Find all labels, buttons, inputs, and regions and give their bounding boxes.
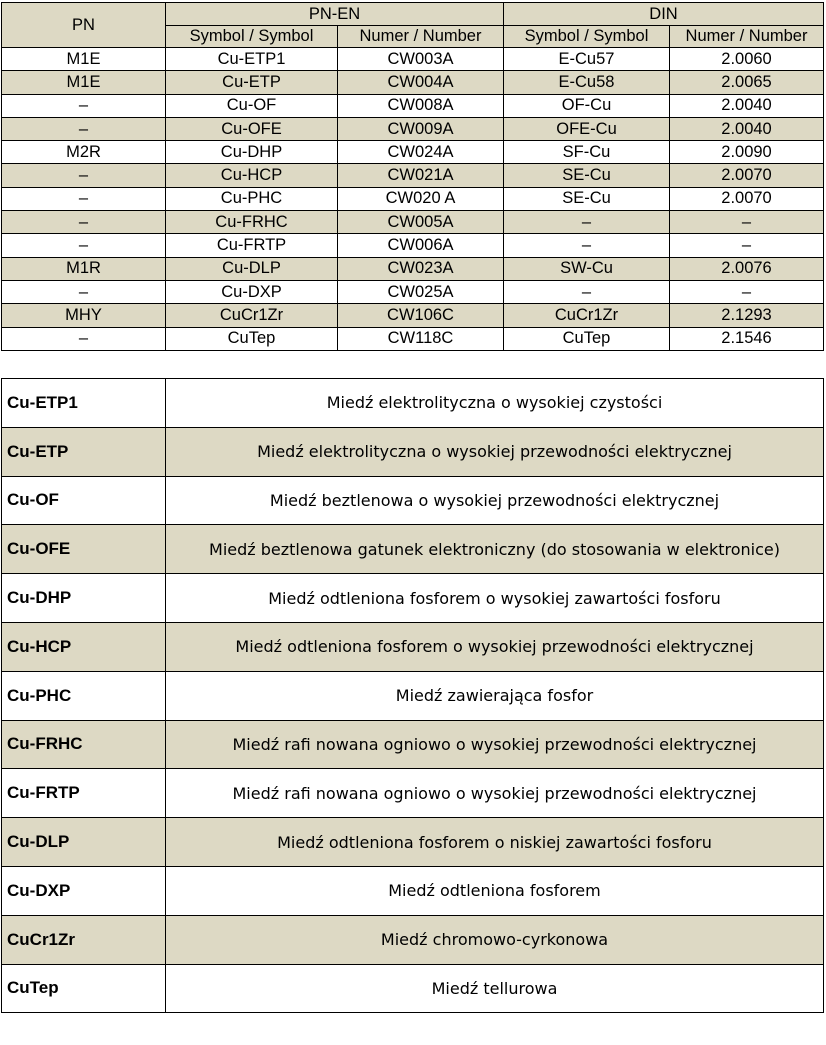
- cell-symbol: Cu-OFE: [166, 117, 338, 140]
- header-din-symbol: Symbol / Symbol: [504, 26, 670, 48]
- cell-number: CW009A: [338, 117, 504, 140]
- cell-pn: M1E: [2, 48, 166, 71]
- cell-number: CW023A: [338, 257, 504, 280]
- table-row: [2, 48, 824, 71]
- cell-pn: MHY: [2, 304, 166, 327]
- cell-symbol: Cu-DHP: [166, 141, 338, 164]
- table-row: [2, 964, 824, 1013]
- cell-din-number: 2.0060: [670, 48, 824, 71]
- table-row: [2, 141, 824, 164]
- cell-din-symbol: SF-Cu: [504, 141, 670, 164]
- cell-pn: M2R: [2, 141, 166, 164]
- cell-symbol: Cu-PHC: [166, 187, 338, 210]
- cell-symbol: Cu-DXP: [166, 280, 338, 303]
- table-row: [2, 525, 824, 574]
- cell-din-number: 2.0065: [670, 71, 824, 94]
- cell-number: CW008A: [338, 94, 504, 117]
- table-row: [2, 866, 824, 915]
- grade-symbol: Cu-DHP: [2, 574, 166, 623]
- table-row: [2, 915, 824, 964]
- cell-symbol: Cu-FRHC: [166, 211, 338, 234]
- cell-din-symbol: E-Cu57: [504, 48, 670, 71]
- cell-symbol: Cu-DLP: [166, 257, 338, 280]
- cell-number: CW003A: [338, 48, 504, 71]
- header-pn-en-symbol: Symbol / Symbol: [166, 26, 338, 48]
- grade-description: Miedź beztlenowa o wysokiej przewodności elektrycznej: [166, 476, 824, 525]
- table-row: [2, 476, 824, 525]
- cell-din-number: 2.0090: [670, 141, 824, 164]
- table-row: [2, 164, 824, 187]
- cell-symbol: Cu-ETP1: [166, 48, 338, 71]
- grade-symbol: Cu-OF: [2, 476, 166, 525]
- table-row: [2, 211, 824, 234]
- cell-din-symbol: SE-Cu: [504, 187, 670, 210]
- grade-description: Miedź rafi nowana ogniowo o wysokiej przewodności elektrycznej: [166, 720, 824, 769]
- cell-din-symbol: SE-Cu: [504, 164, 670, 187]
- cell-din-number: 2.1546: [670, 327, 824, 350]
- grade-symbol: CuCr1Zr: [2, 915, 166, 964]
- cell-number: CW005A: [338, 211, 504, 234]
- cell-din-number: 2.0070: [670, 187, 824, 210]
- cell-pn: –: [2, 94, 166, 117]
- cell-din-number: 2.1293: [670, 304, 824, 327]
- cell-pn: –: [2, 327, 166, 350]
- grade-symbol: Cu-DLP: [2, 818, 166, 867]
- table-row: [2, 187, 824, 210]
- grade-description: Miedź odtleniona fosforem: [166, 866, 824, 915]
- cell-number: CW021A: [338, 164, 504, 187]
- cell-din-symbol: CuTep: [504, 327, 670, 350]
- header-din: DIN: [504, 3, 824, 26]
- cell-din-number: –: [670, 280, 824, 303]
- cell-number: CW118C: [338, 327, 504, 350]
- header-pn-en-number: Numer / Number: [338, 26, 504, 48]
- cell-symbol: Cu-ETP: [166, 71, 338, 94]
- table-row: [2, 280, 824, 303]
- cell-number: CW004A: [338, 71, 504, 94]
- grade-symbol: Cu-OFE: [2, 525, 166, 574]
- table-row: [2, 379, 824, 428]
- table-row: [2, 234, 824, 257]
- grade-symbol: Cu-FRHC: [2, 720, 166, 769]
- grade-description: Miedź elektrolityczna o wysokiej przewodności elektrycznej: [166, 427, 824, 476]
- cell-din-symbol: SW-Cu: [504, 257, 670, 280]
- grade-description: Miedź chromowo-cyrkonowa: [166, 915, 824, 964]
- table-row: [2, 94, 824, 117]
- cell-din-number: 2.0040: [670, 94, 824, 117]
- header-pn-en: PN-EN: [166, 3, 504, 26]
- cell-pn: –: [2, 187, 166, 210]
- cell-din-number: 2.0070: [670, 164, 824, 187]
- table-row: [2, 257, 824, 280]
- table-row: [2, 574, 824, 623]
- cell-pn: –: [2, 117, 166, 140]
- cell-number: CW020 A: [338, 187, 504, 210]
- cell-din-symbol: –: [504, 280, 670, 303]
- grade-symbol: Cu-PHC: [2, 671, 166, 720]
- cell-number: CW025A: [338, 280, 504, 303]
- cell-din-number: –: [670, 211, 824, 234]
- grade-symbol: Cu-ETP: [2, 427, 166, 476]
- header-din-number: Numer / Number: [670, 26, 824, 48]
- table-row: [2, 71, 824, 94]
- cell-pn: –: [2, 280, 166, 303]
- grade-symbol: Cu-DXP: [2, 866, 166, 915]
- cell-number: CW106C: [338, 304, 504, 327]
- table-row: [2, 671, 824, 720]
- table-row: [2, 769, 824, 818]
- grade-description: Miedź odtleniona fosforem o wysokiej zawartości fosforu: [166, 574, 824, 623]
- grade-description: Miedź odtleniona fosforem o wysokiej przewodności elektrycznej: [166, 622, 824, 671]
- cell-symbol: Cu-HCP: [166, 164, 338, 187]
- cell-pn: –: [2, 164, 166, 187]
- designation-table: [1, 2, 824, 351]
- table-row: [2, 622, 824, 671]
- cell-din-symbol: –: [504, 234, 670, 257]
- grade-symbol: Cu-HCP: [2, 622, 166, 671]
- table-row: [2, 720, 824, 769]
- header-pn: PN: [2, 3, 166, 48]
- table-row: [2, 117, 824, 140]
- cell-din-number: –: [670, 234, 824, 257]
- table-row: [2, 818, 824, 867]
- grade-symbol: Cu-ETP1: [2, 379, 166, 428]
- grade-symbol: Cu-FRTP: [2, 769, 166, 818]
- cell-din-symbol: E-Cu58: [504, 71, 670, 94]
- cell-symbol: CuTep: [166, 327, 338, 350]
- grade-description: Miedź elektrolityczna o wysokiej czystości: [166, 379, 824, 428]
- table-row: [2, 427, 824, 476]
- table-row: [2, 327, 824, 350]
- grade-description: Miedź zawierająca fosfor: [166, 671, 824, 720]
- grade-description: Miedź rafi nowana ogniowo o wysokiej przewodności elektrycznej: [166, 769, 824, 818]
- cell-symbol: Cu-OF: [166, 94, 338, 117]
- description-table: [1, 378, 824, 1013]
- cell-din-number: 2.0076: [670, 257, 824, 280]
- cell-pn: M1R: [2, 257, 166, 280]
- cell-din-symbol: CuCr1Zr: [504, 304, 670, 327]
- table-row: [2, 304, 824, 327]
- cell-din-symbol: OFE-Cu: [504, 117, 670, 140]
- cell-din-symbol: OF-Cu: [504, 94, 670, 117]
- grade-symbol: CuTep: [2, 964, 166, 1013]
- cell-symbol: CuCr1Zr: [166, 304, 338, 327]
- cell-pn: –: [2, 211, 166, 234]
- cell-number: CW024A: [338, 141, 504, 164]
- cell-number: CW006A: [338, 234, 504, 257]
- cell-symbol: Cu-FRTP: [166, 234, 338, 257]
- grade-description: Miedź tellurowa: [166, 964, 824, 1013]
- grade-description: Miedź beztlenowa gatunek elektroniczny (do stosowania w elektronice): [166, 525, 824, 574]
- cell-din-symbol: –: [504, 211, 670, 234]
- cell-pn: –: [2, 234, 166, 257]
- cell-pn: M1E: [2, 71, 166, 94]
- grade-description: Miedź odtleniona fosforem o niskiej zawartości fosforu: [166, 818, 824, 867]
- cell-din-number: 2.0040: [670, 117, 824, 140]
